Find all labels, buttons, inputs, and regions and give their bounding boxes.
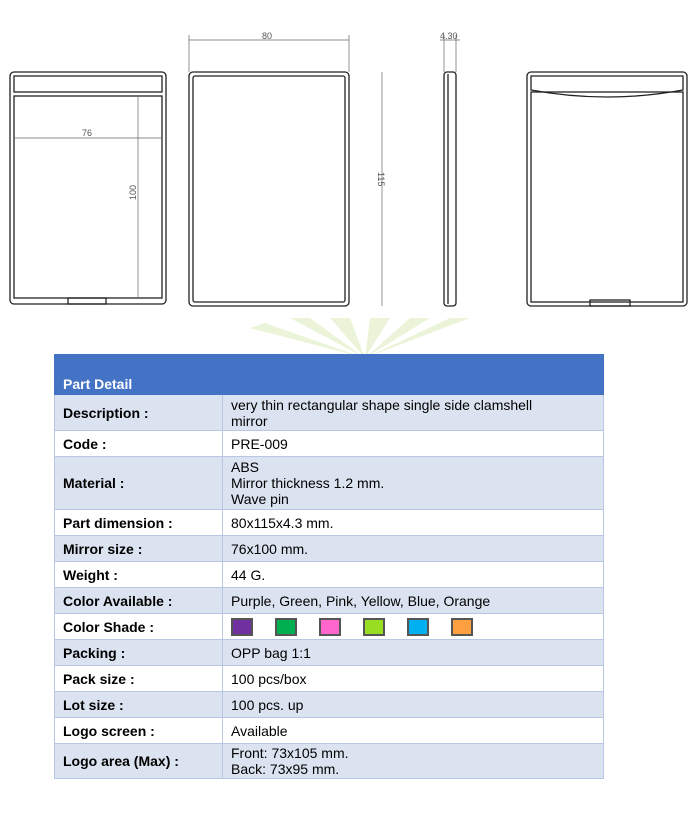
table-row <box>55 614 604 640</box>
table-row <box>55 536 604 562</box>
row-value <box>223 744 604 779</box>
row-value <box>223 666 604 692</box>
row-label: Packing : <box>55 640 223 666</box>
row-label: Logo screen : <box>55 718 223 744</box>
table-header-title: Part Detail <box>55 355 223 395</box>
table-header-value <box>223 355 604 395</box>
row-label: Pack size : <box>55 666 223 692</box>
dim-height-label: 115 <box>376 172 386 187</box>
table-row <box>55 588 604 614</box>
color-swatch <box>407 618 429 636</box>
row-label: Weight : <box>55 562 223 588</box>
row-label: Color Shade : <box>55 614 223 640</box>
table-row <box>55 431 604 457</box>
dim-thickness-label: 4.30 <box>440 31 458 41</box>
row-value-line: PRE-009 <box>231 435 288 452</box>
row-value <box>223 395 604 431</box>
open-view <box>10 72 166 304</box>
row-value-line: 80x115x4.3 mm. <box>231 514 334 531</box>
row-value-line: Wave pin <box>231 491 289 507</box>
row-value <box>223 431 604 457</box>
color-swatch <box>451 618 473 636</box>
table-header-row <box>55 355 604 395</box>
table-row <box>55 510 604 536</box>
row-label: Part dimension : <box>55 510 223 536</box>
table-row <box>55 457 604 510</box>
row-value <box>223 640 604 666</box>
color-swatch <box>275 618 297 636</box>
row-value-line: Front: 73x105 mm. <box>231 745 349 761</box>
row-label: Code : <box>55 431 223 457</box>
table-row <box>55 666 604 692</box>
row-value <box>223 457 604 510</box>
row-value-line: ABS <box>231 459 260 475</box>
row-value <box>223 510 604 536</box>
color-swatches <box>231 618 595 636</box>
side-view <box>444 72 456 306</box>
table-row <box>55 562 604 588</box>
row-value <box>223 588 604 614</box>
row-value <box>223 536 604 562</box>
row-value-line: 44 G. <box>231 566 266 583</box>
row-value-line: Purple, Green, Pink, Yellow, Blue, Orange <box>231 592 491 609</box>
row-label: Mirror size : <box>55 536 223 562</box>
part-detail-table <box>54 354 604 779</box>
row-value-line: 100 pcs/box <box>231 670 307 687</box>
row-label: Color Available : <box>55 588 223 614</box>
table-row <box>55 640 604 666</box>
row-value-line: 100 pcs. up <box>231 696 304 713</box>
table-row <box>55 718 604 744</box>
row-value-line: Available <box>231 722 288 739</box>
back-view <box>527 72 687 306</box>
table-row <box>55 395 604 431</box>
row-label: Description : <box>55 395 223 431</box>
dim-width-label: 80 <box>262 31 273 41</box>
table-row <box>55 692 604 718</box>
row-label: Lot size : <box>55 692 223 718</box>
dim-mirror-height-label: 100 <box>128 184 138 200</box>
row-value-line: 76x100 mm. <box>231 540 309 557</box>
table-row <box>55 744 604 779</box>
color-swatch <box>231 618 253 636</box>
row-value-line: Mirror thickness 1.2 mm. <box>231 475 385 491</box>
row-value <box>223 692 604 718</box>
row-label: Logo area (Max) : <box>55 744 223 779</box>
row-value <box>223 718 604 744</box>
front-view <box>189 72 349 306</box>
color-swatch <box>319 618 341 636</box>
row-value-line: very thin rectangular shape single side clamshell <box>231 396 533 413</box>
row-label: Material : <box>55 457 223 510</box>
dim-mirror-width-label: 76 <box>82 128 93 138</box>
row-value-line: Back: 73x95 mm. <box>231 761 340 777</box>
color-swatch <box>363 618 385 636</box>
row-value <box>223 562 604 588</box>
row-value-line: mirror <box>231 412 268 429</box>
row-value-line: OPP bag 1:1 <box>231 644 311 661</box>
technical-drawing <box>0 0 700 340</box>
row-value <box>223 614 604 640</box>
